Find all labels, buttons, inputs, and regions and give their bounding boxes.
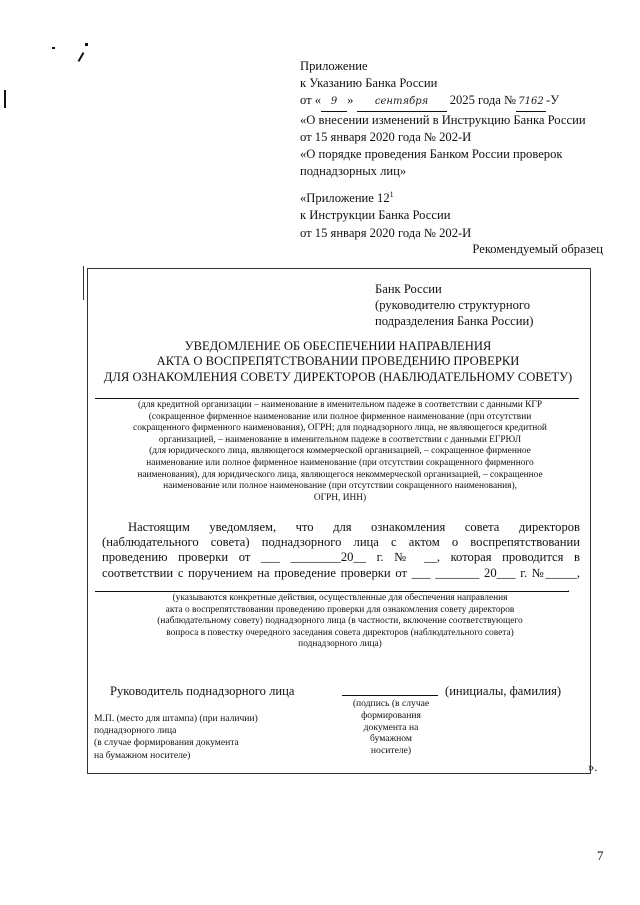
- signature-note-line: документа на: [363, 721, 419, 733]
- annex-line3: от 15 января 2020 года № 202-И: [300, 225, 472, 240]
- signature-note: [336, 698, 446, 757]
- title-line2: АКТА О ВОСПРЕПЯТСТВОВАНИИ ПРОВЕДЕНИЮ ПРОВЕРКИ: [156, 354, 520, 369]
- appendix-header: [300, 58, 586, 180]
- head-label: Руководитель поднадзорного лица: [110, 684, 295, 698]
- date-prefix: от «: [300, 93, 322, 108]
- signature-line: [342, 695, 438, 696]
- paragraph-line: (наблюдательного совета) поднадзорного лица с актом о воспрепятствовании: [102, 535, 580, 550]
- annex-line2: к Инструкции Банка России: [300, 208, 451, 223]
- paragraph-line: Настоящим уведомляем, что для ознакомления совета директоров: [128, 520, 580, 534]
- org-note-line: сокращенного фирменного наименования), ОГРН; для поднадзорного лица, не являющегося кредитной: [133, 423, 547, 434]
- actions-note-line: акта о воспрепятствовании проведению проверки для ознакомления совету директоров: [165, 604, 515, 615]
- org-note-line: наименование или полное наименование (при отсутствии сокращенного наименования),: [163, 481, 517, 492]
- addressee-line3: подразделения Банка России): [375, 313, 534, 328]
- actions-note-line: (наблюдательному совету) поднадзорного лица (в частности, включение соответствующего: [157, 616, 523, 627]
- signature-note-line: бумажном: [370, 733, 412, 745]
- actions-line: [95, 591, 569, 592]
- annex-sup: 1: [389, 190, 394, 199]
- title-line3: ДЛЯ ОЗНАКОМЛЕНИЯ СОВЕТУ ДИРЕКТОРОВ (НАБЛЮДАТЕЛЬНОМУ СОВЕТУ): [103, 369, 573, 384]
- body-paragraph: [102, 520, 580, 596]
- actions-note-line: поднадзорного лица): [298, 639, 382, 650]
- scan-mark: [85, 43, 88, 46]
- org-note-line: наименование или полное фирменное наименование (при отсутствии сокращенного фирменного: [146, 457, 534, 468]
- frame-corner-mark: [83, 266, 89, 300]
- actions-note: [95, 593, 585, 651]
- date-day: 9: [321, 93, 347, 111]
- appendix-line5: от 15 января 2020 года № 202-И: [300, 129, 472, 144]
- title-line1: УВЕДОМЛЕНИЕ ОБ ОБЕСПЕЧЕНИИ НАПРАВЛЕНИЯ: [184, 339, 492, 353]
- signature-note-line: (подпись (в случае: [352, 698, 430, 709]
- stamp-note-line: поднадзорного лица: [94, 725, 177, 737]
- org-name-line: [95, 398, 579, 399]
- addressee: [375, 282, 533, 329]
- paragraph-end: .: [566, 580, 570, 595]
- appendix-line7: поднадзорных лиц»: [300, 164, 407, 179]
- org-note-line: (сокращенное фирменное наименование или полное фирменное наименование (при отсутствии: [148, 411, 532, 422]
- appendix-line1: Приложение: [300, 59, 368, 73]
- doc-number: 7162: [516, 93, 546, 111]
- initials-label: (инициалы, фамилия): [445, 684, 562, 698]
- appendix-line2: к Указанию Банка России: [300, 76, 438, 91]
- addressee-line2: (руководителю структурного: [375, 297, 531, 312]
- annex-reference: [300, 186, 471, 242]
- recommended-label: Рекомендуемый образец: [472, 242, 603, 256]
- doc-suffix: -У: [546, 93, 560, 108]
- stamp-note-line: (в случае формирования документа: [94, 737, 239, 749]
- date-mid: »: [347, 93, 354, 108]
- org-note-line: (для кредитной организации – наименование в именительном падеже в соответствии с данными КГР: [137, 400, 543, 410]
- org-note-line: наименования), для юридического лица, являющегося некоммерческой организацией, – сокращенное: [137, 469, 543, 480]
- date-month: сентября: [357, 93, 447, 111]
- org-note-line: ОГРН, ИНН): [313, 492, 367, 503]
- paragraph-line: соответствии с поручением на проведение проверки от ___ _______ 20___ г. №_____,: [102, 565, 580, 580]
- paragraph-line: проведению проверки от ___ ________20__ г. № __, которая проводится в: [102, 550, 580, 565]
- page-number: 7: [597, 848, 604, 863]
- org-note-line: (для юридического лица, являющегося коммерческой организацией, – сокращенное фирменное: [149, 446, 531, 457]
- signature-note-line: носителе): [370, 745, 412, 757]
- appendix-date-line: [300, 92, 586, 111]
- org-note: [95, 400, 585, 504]
- annex-title: «Приложение 12: [300, 191, 390, 206]
- stamp-note: [94, 713, 258, 762]
- actions-note-line: вопроса в повестку очередного заседания совета директоров (наблюдательного совета): [166, 627, 514, 638]
- signature-note-line: формирования: [361, 709, 421, 721]
- stamp-note-line: на бумажном носителе): [94, 749, 191, 761]
- appendix-line4: «О внесении изменений в Инструкцию Банка России: [300, 112, 586, 127]
- scan-mark: [52, 47, 55, 49]
- annex-line1: [300, 186, 471, 207]
- date-year: 2025 года №: [449, 93, 516, 108]
- addressee-line1: Банк России: [375, 282, 442, 296]
- document-title: [87, 339, 589, 385]
- org-note-line: организацией, – наименование в именительном падеже в соответствии с данными ЕГРЮЛ: [158, 434, 522, 445]
- scan-mark: [4, 90, 6, 108]
- stamp-note-line: М.П. (место для штампа) (при наличии): [94, 713, 258, 724]
- scan-mark: [78, 52, 85, 62]
- actions-note-line: (указываются конкретные действия, осуществленные для обеспечения направления: [172, 593, 508, 603]
- closing-quote: ».: [588, 760, 598, 774]
- appendix-line6: «О порядке проведения Банком России проверок: [300, 147, 563, 162]
